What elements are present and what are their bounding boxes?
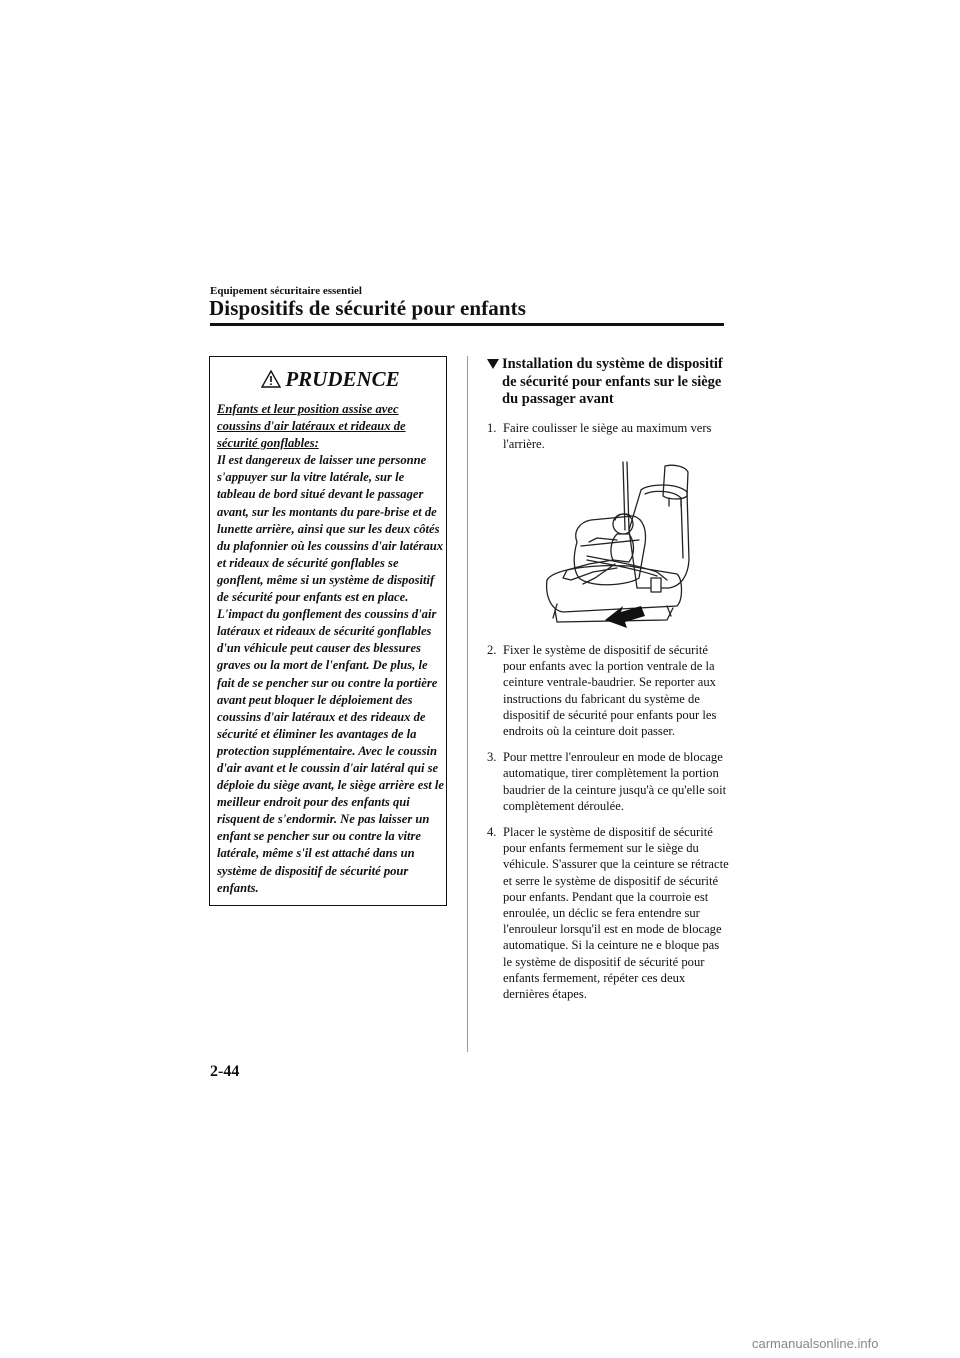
section-heading: [487, 356, 729, 409]
step-number: 4.: [487, 824, 497, 839]
triangle-marker-icon: [487, 358, 499, 370]
step-number: 1.: [487, 420, 497, 435]
caution-header: [217, 365, 444, 393]
section-label: Equipement sécuritaire essentiel: [210, 285, 362, 297]
section-heading-text: Installation du système de dispositif de sécurité pour enfants sur le siège du passager avant: [502, 356, 723, 407]
seat-illustration-svg: [517, 460, 697, 630]
page-title: Dispositifs de sécurité pour enfants: [209, 296, 527, 320]
step-text: Fixer le système de dispositif de sécurité pour enfants avec la portion ventrale de la ceinture ventrale-baudrier. Se reporter aux instructions du fabricant du système de dispositif de sécurité pour enfants pour les endroits où la ceinture doit passer.: [503, 642, 717, 738]
step-text: Placer le système de dispositif de sécurité pour enfants fermement sur le siège du véhicule. S'assurer que la ceinture se rétracte et serre le système de dispositif de sécurité pour enfants. Pendant que la courroie est enroulée, un déclic se fera entendre sur l'enrouleur lorsqu'il est en mode de blocage automatique. Si la ceinture ne e bloque pas le système de dispositif de sécurité pour enfants fermement, répéter ces deux dernières étapes.: [503, 824, 729, 1001]
instructions-column: [487, 356, 729, 1002]
caution-title: PRUDENCE: [285, 366, 400, 391]
title-rule: [210, 323, 724, 326]
footer-watermark[interactable]: carmanualsonline.info: [752, 1336, 879, 1351]
step-item: [487, 749, 729, 814]
step-text: Pour mettre l'enrouleur en mode de blocage automatique, tirer complètement la portion baudrier de la ceinture jusqu'à ce qu'elle soit complètement déroulée.: [503, 750, 727, 813]
step-item: [487, 420, 729, 452]
step-number: 2.: [487, 642, 497, 657]
column-divider: [467, 356, 468, 1052]
caution-body: Il est dangereux de laisser une personne s'appuyer sur la vitre latérale, sur le tableau de bord situé devant le passager avant, sur les montants du pare-brise et de lunette arrière, ainsi que sur les deux côtés du plafonnier où les coussins d'air latéraux et rideaux de sécurité gonflables se gonflent, même si un système de dispositif de sécurité pour enfants est en place. L'impact du gonflement des coussins d'air latéraux et rideaux de sécurité gonflables d'un véhicule peut causer des blessures graves ou la mort de l'enfant. De plus, le fait de se pencher sur ou contre la portière avant peut bloquer le déploiement des coussins d'air latéraux et des rideaux de sécurité et éliminer les avantages de la protection supplémentaire. Avec le coussin d'air avant et le coussin d'air latéral qui se déploie du siège avant, le siège arrière est le meilleur endroit pour des enfants qui risquent de s'endormir. Ne pas laisser un enfant se pencher sur ou contre la vitre latérale, même s'il est attaché dans un système de dispositif de sécurité pour enfants.: [217, 453, 444, 895]
step-item: [487, 824, 729, 1002]
step-item: [487, 642, 729, 739]
step-number: 3.: [487, 750, 497, 765]
caution-subtitle: Enfants et leur position assise avec coussins d'air latéraux et rideaux de sécurité gonflables:: [217, 402, 406, 451]
step-text: Faire coulisser le siège au maximum vers l'arrière.: [503, 420, 712, 451]
warning-triangle-icon: [261, 370, 281, 388]
page-number: 2-44: [210, 1063, 240, 1080]
caution-text: [217, 401, 444, 897]
child-seat-illustration: [517, 460, 697, 630]
caution-box: [209, 356, 447, 906]
